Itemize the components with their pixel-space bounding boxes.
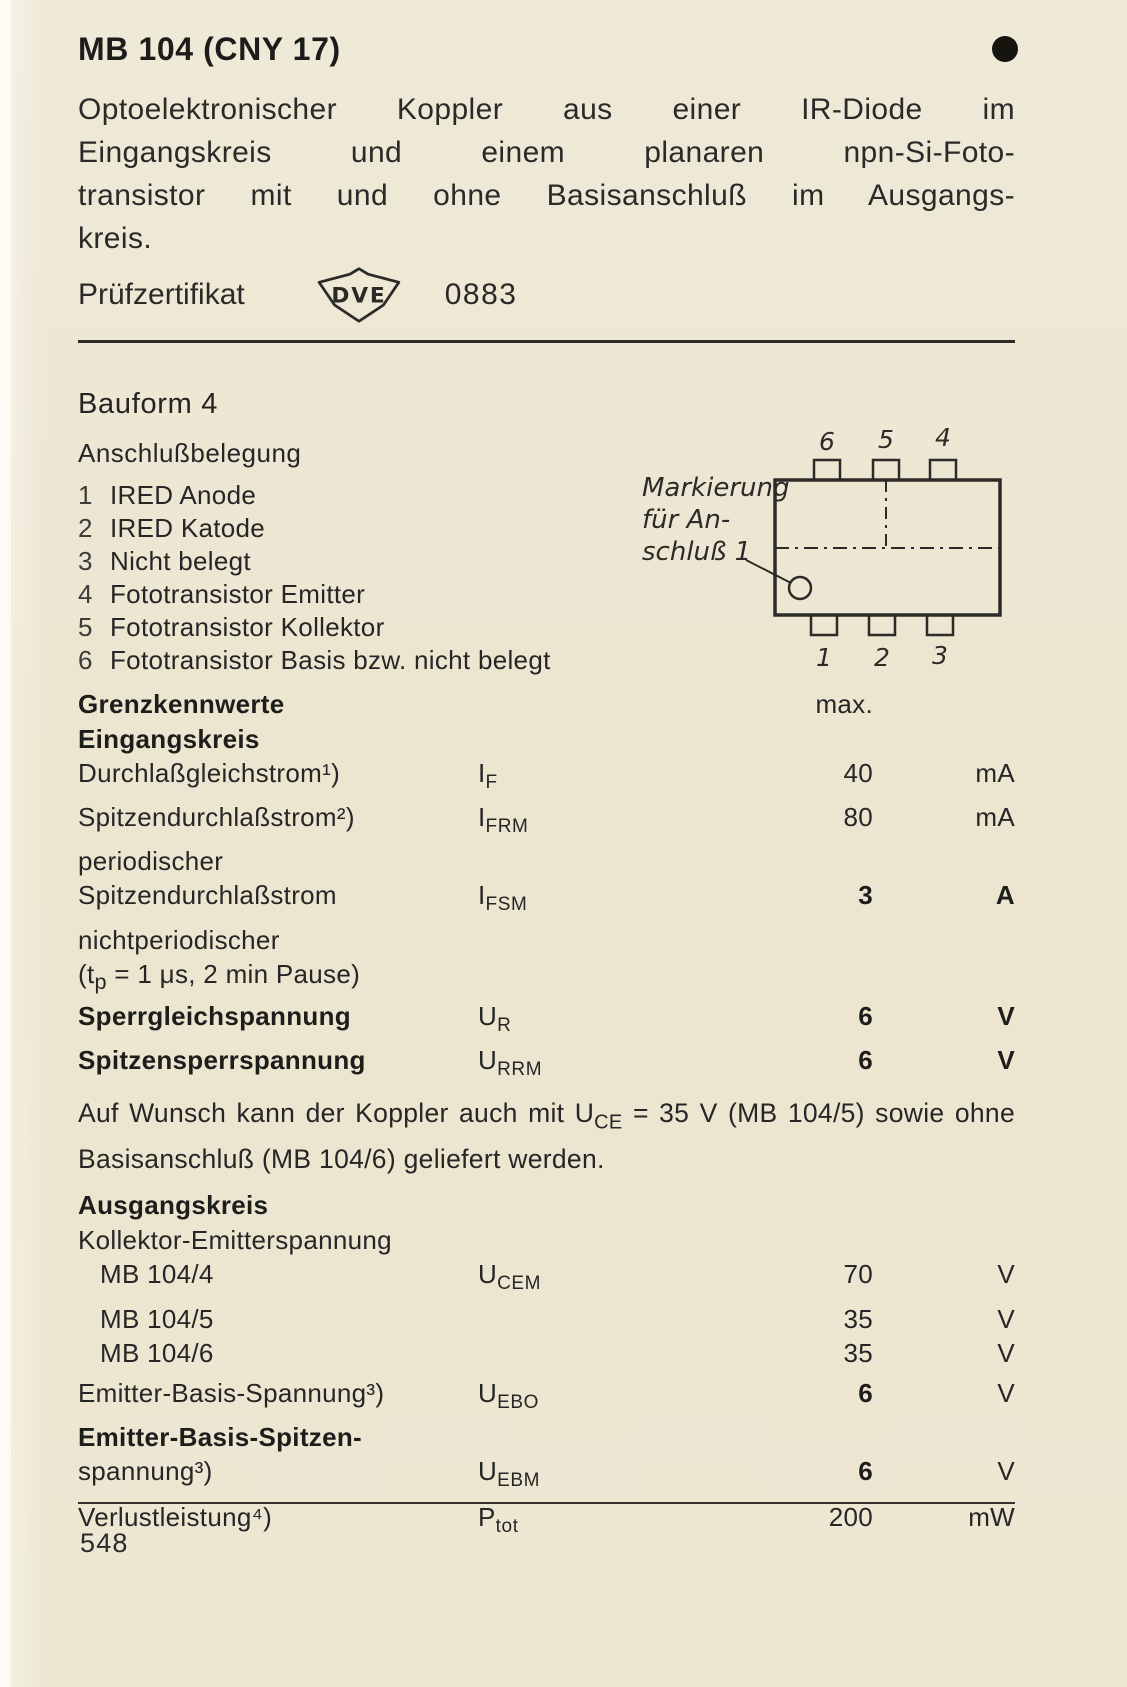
pin-label: IRED Anode (110, 480, 257, 510)
table-row (78, 1043, 1015, 1087)
pin-label: Fototransistor Basis bzw. nicht belegt (110, 645, 551, 675)
pin-number-bottom: 1 (816, 643, 832, 672)
certificate-number: 0883 (444, 278, 518, 311)
table-row-continuation (78, 844, 1015, 878)
input-section-heading: Eingangskreis (78, 724, 260, 754)
pin-number-top: 5 (878, 425, 894, 454)
pin-tab (811, 615, 837, 635)
max-column-header: max. (815, 689, 873, 719)
note-post: = 35 V (MB 104/5) sowie ohne Basisanschluß (MB 104/6) geliefert werden. (78, 1098, 1015, 1175)
param-value: 200 (828, 1501, 873, 1532)
page-title: MB 104 (CNY 17) (78, 31, 341, 67)
param-unit: V (997, 1044, 1015, 1075)
param-label: MB 104/5 (100, 1303, 214, 1334)
table-row (78, 800, 1015, 844)
param-label: Kollektor-Emitterspannung (78, 1225, 392, 1256)
symbol-letter: U (478, 1455, 498, 1486)
symbol-letter: I (478, 880, 486, 911)
param-label: periodischer (78, 846, 224, 877)
param-symbol (478, 1043, 723, 1087)
param-symbol (478, 878, 723, 922)
param-label: Sperrgleichspannung (78, 1000, 351, 1031)
table-row (78, 1376, 1015, 1420)
param-symbol (478, 1454, 723, 1498)
param-label: nichtperiodischer (78, 924, 280, 955)
param-unit: mW (968, 1501, 1015, 1532)
page-content (78, 0, 1015, 1544)
symbol-letter: U (478, 1044, 498, 1075)
pin-tab (814, 460, 840, 480)
section-divider (78, 340, 1015, 343)
marking-label-line2: für An- (642, 505, 731, 535)
vde-triangle-icon (315, 266, 403, 324)
param-label: Emitter-Basis-Spannung³) (78, 1377, 385, 1408)
param-value: 35 (843, 1303, 873, 1334)
symbol-subscript: EBM (497, 1469, 541, 1491)
pin-number-top: 4 (935, 423, 951, 452)
param-label: Spitzensperrspannung (78, 1044, 366, 1075)
marking-label-line1: Markierung (642, 473, 790, 503)
label-pre: (t (78, 958, 95, 989)
param-unit: V (997, 1337, 1015, 1368)
symbol-subscript: EBO (497, 1391, 540, 1413)
table-row (78, 756, 1015, 800)
pin-number-top: 6 (819, 427, 835, 456)
scan-edge-strip (0, 0, 11, 1687)
section-row (78, 722, 1015, 756)
param-value: 6 (858, 1377, 873, 1408)
param-value: 80 (843, 802, 873, 833)
pin-number-bottom: 3 (932, 641, 948, 670)
param-value: 3 (858, 880, 873, 911)
table-row-continuation (78, 923, 1015, 957)
table-row (78, 1336, 1015, 1370)
param-value: 35 (843, 1337, 873, 1368)
symbol-subscript: CEM (497, 1273, 542, 1295)
note-subscript: CE (594, 1111, 623, 1134)
symbol-letter: U (478, 1259, 498, 1290)
param-symbol (478, 800, 723, 844)
marking-label-line3: schluß 1 (642, 537, 752, 567)
note-pre: Auf Wunsch kann der Koppler auch mit U (78, 1098, 595, 1129)
symbol-letter: U (478, 1377, 498, 1408)
param-unit: V (997, 1303, 1015, 1334)
param-unit: mA (975, 758, 1015, 788)
section-row (78, 1188, 1015, 1223)
order-note (78, 1095, 1015, 1178)
param-unit: V (997, 1377, 1015, 1408)
table-row-continuation (78, 1420, 1015, 1454)
param-label: Spitzendurchlaßstrom (78, 880, 337, 911)
param-symbol (478, 756, 723, 800)
table-header-row (78, 687, 1015, 722)
param-unit: V (997, 1455, 1015, 1486)
intro-line: kreis. (78, 222, 153, 255)
param-unit: mA (975, 802, 1015, 833)
pin-tab (927, 615, 953, 635)
symbol-letter: I (478, 758, 486, 788)
pin-tab (869, 615, 895, 635)
table-row (78, 1500, 1015, 1544)
param-unit: A (995, 880, 1015, 911)
param-symbol (478, 1500, 723, 1544)
param-symbol (478, 1376, 723, 1420)
table-row (78, 1454, 1015, 1498)
param-value: 40 (843, 758, 873, 788)
symbol-letter: I (478, 802, 486, 833)
page-number: 548 (80, 1528, 129, 1558)
pin-number-bottom: 2 (874, 643, 890, 672)
param-value: 70 (843, 1259, 873, 1290)
output-section-heading: Ausgangskreis (78, 1190, 269, 1221)
intro-paragraph (78, 88, 1015, 260)
param-label: Emitter-Basis-Spitzen- (78, 1421, 362, 1452)
symbol-letter: U (478, 1000, 498, 1031)
param-value: 6 (858, 1000, 873, 1031)
pin1-marking-circle (789, 577, 811, 599)
pin-label: Nicht belegt (110, 546, 251, 576)
pin-number: 4 (78, 579, 93, 609)
table-row-group-label (78, 1223, 1015, 1257)
label-subscript: p (94, 968, 107, 994)
symbol-subscript: F (485, 772, 498, 794)
package-outline-diagram (620, 418, 1030, 683)
output-table (78, 1188, 1015, 1544)
bauform-heading: Bauform 4 (78, 388, 219, 420)
param-symbol (478, 999, 723, 1043)
param-label: MB 104/6 (100, 1337, 214, 1368)
table-row-continuation (78, 957, 1015, 999)
param-unit: V (997, 1000, 1015, 1031)
intro-line: Eingangskreis und einem planaren npn-Si-Foto- (78, 136, 1015, 169)
pin-number: 2 (78, 513, 93, 543)
symbol-subscript: tot (495, 1516, 519, 1538)
limits-table (78, 687, 1015, 1087)
label-post: = 1 μs, 2 min Pause) (106, 958, 361, 989)
param-label: Spitzendurchlaßstrom²) (78, 802, 355, 833)
symbol-subscript: RRM (497, 1059, 543, 1081)
param-label: Durchlaßgleichstrom¹) (78, 758, 341, 788)
certificate-row (78, 266, 1015, 324)
vde-letters: DVE (331, 283, 387, 309)
symbol-subscript: FRM (485, 816, 529, 838)
symbol-subscript: FSM (485, 894, 528, 916)
marking-leader-line (746, 560, 791, 583)
param-label (78, 957, 478, 999)
certificate-label: Prüfzertifikat (78, 278, 245, 311)
param-unit: V (997, 1259, 1015, 1290)
pin-label: Fototransistor Emitter (110, 579, 366, 609)
pin-number: 1 (78, 480, 93, 510)
footer-divider (78, 1502, 1015, 1504)
pin-label: Fototransistor Kollektor (110, 612, 385, 642)
intro-line: transistor mit und ohne Basisanschluß im Ausgangs- (78, 179, 1015, 212)
param-value: 6 (858, 1044, 873, 1075)
pin-label: IRED Katode (110, 513, 266, 543)
pin-number: 3 (78, 546, 93, 576)
symbol-subscript: R (497, 1014, 512, 1036)
limits-heading: Grenzkennwerte (78, 689, 285, 719)
param-value: 6 (858, 1455, 873, 1486)
pin-tab (930, 460, 956, 480)
table-row (78, 999, 1015, 1043)
pin-number: 6 (78, 645, 93, 675)
table-row (78, 878, 1015, 922)
param-label: Verlustleistung⁴) (78, 1501, 273, 1532)
pin-tab (873, 460, 899, 480)
table-row (78, 1257, 1015, 1301)
pinout-subheading: Anschlußbelegung (78, 438, 302, 468)
param-symbol (478, 1257, 723, 1301)
symbol-letter: P (478, 1501, 496, 1532)
table-row (78, 1302, 1015, 1336)
param-label: spannung³) (78, 1455, 213, 1486)
intro-line: Optoelektronischer Koppler aus einer IR-Diode im (78, 93, 1015, 126)
param-label: MB 104/4 (100, 1259, 214, 1290)
pin-number: 5 (78, 612, 93, 642)
